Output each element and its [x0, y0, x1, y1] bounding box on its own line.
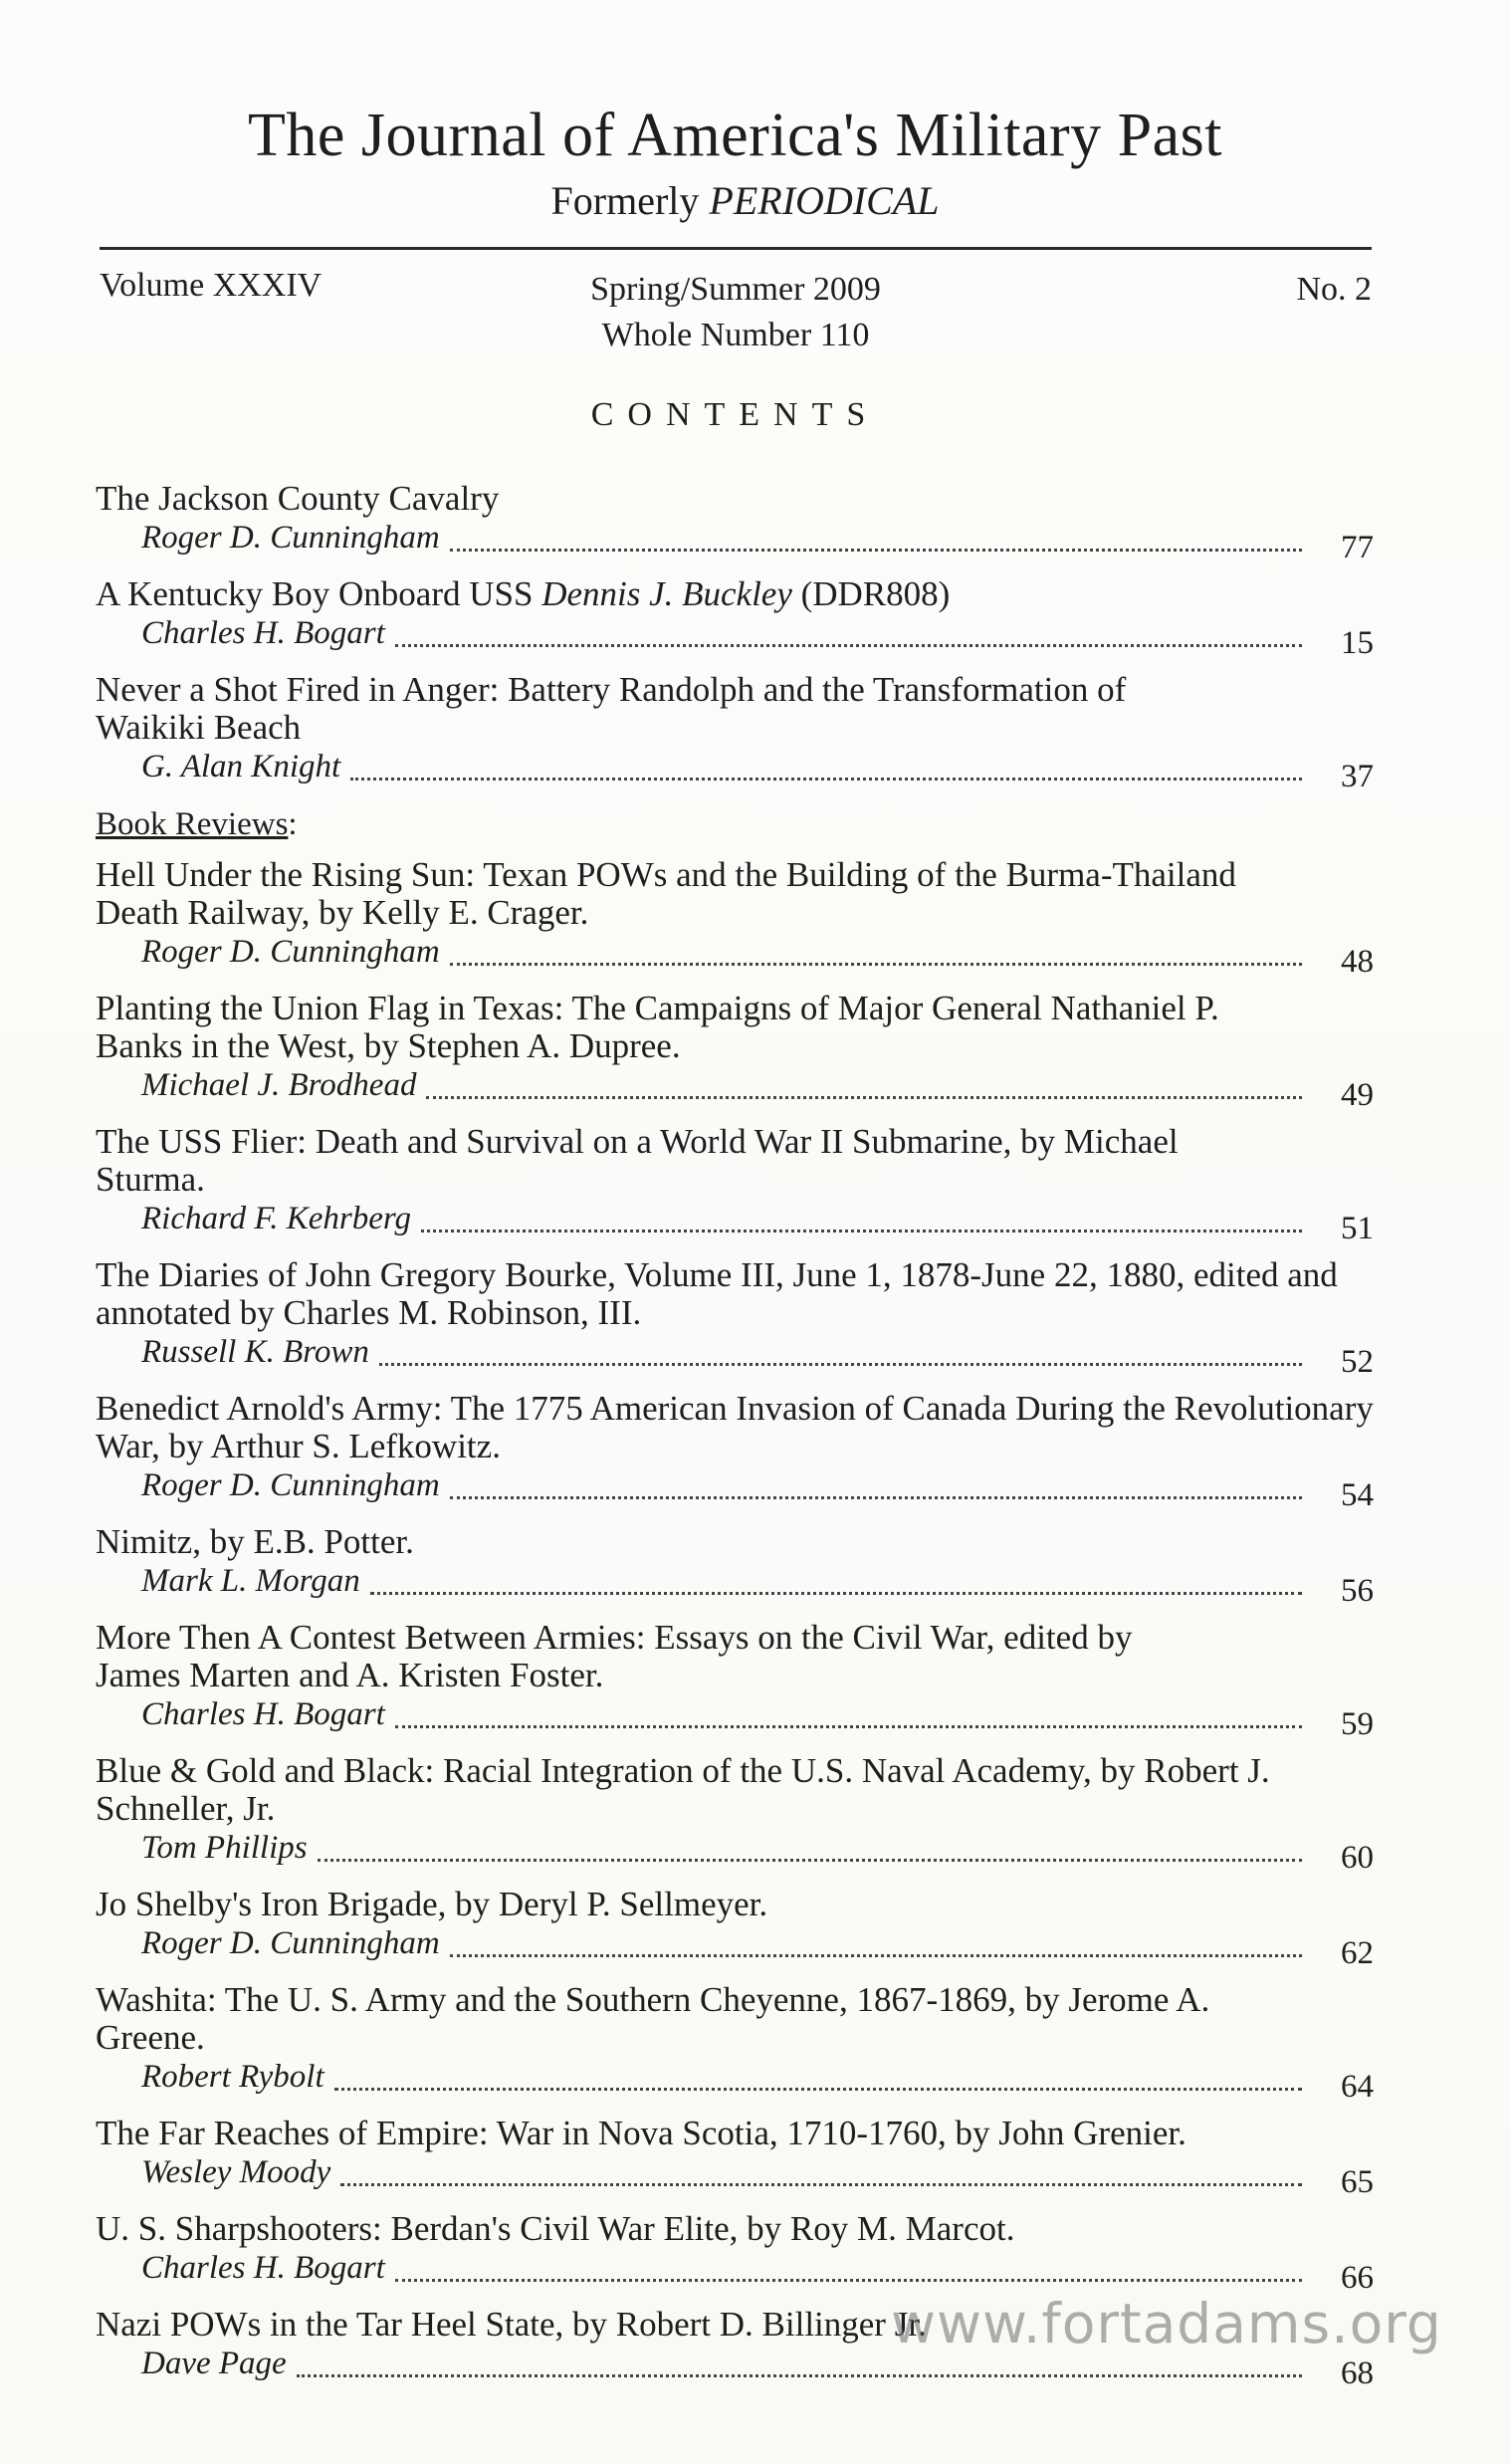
toc-entry — [96, 670, 1374, 794]
author-line — [141, 1923, 1374, 1971]
entry-title: Never a Shot Fired in Anger: Battery Randolph and the Transformation of Waikiki Beach — [96, 670, 1127, 747]
dot-leader — [395, 644, 1302, 647]
dot-leader — [318, 1859, 1302, 1862]
entry-page-number: 59 — [1341, 1706, 1374, 1742]
journal-subtitle — [0, 177, 1510, 224]
subtitle-prefix: Formerly — [550, 178, 710, 223]
entry-author: Roger D. Cunningham — [141, 1925, 440, 1961]
dot-leader — [350, 778, 1302, 781]
toc-entry — [96, 479, 1374, 565]
author-line — [141, 613, 1374, 661]
entry-title: The Diaries of John Gregory Bourke, Volume III, June 1, 1878-June 22, 1880, edited and annotated by Charles M. Robinson, III. — [96, 1255, 1338, 1332]
book-reviews-colon: : — [288, 806, 298, 842]
entry-page-number: 60 — [1341, 1840, 1374, 1876]
author-line — [141, 747, 1374, 794]
entry-author: Michael J. Brodhead — [141, 1067, 417, 1103]
entry-title: Washita: The U. S. Army and the Southern Cheyenne, 1867-1869, by Jerome A. Greene. — [96, 1980, 1210, 2057]
author-line — [141, 932, 1374, 980]
author-line — [141, 1828, 1374, 1876]
dot-leader — [297, 2374, 1302, 2377]
toc-entry — [96, 1522, 1374, 1609]
dot-leader — [340, 2183, 1302, 2186]
entry-page-number: 56 — [1341, 1573, 1374, 1609]
entry-title: Jo Shelby's Iron Brigade, by Deryl P. Sellmeyer. — [96, 1885, 768, 1923]
dot-leader — [334, 2088, 1302, 2091]
author-line — [141, 1332, 1374, 1380]
entry-title: Nazi POWs in the Tar Heel State, by Robert D. Billinger Jr. — [96, 2305, 927, 2344]
entry-page-number: 68 — [1341, 2355, 1374, 2391]
entry-author: Roger D. Cunningham — [141, 520, 440, 556]
entry-title: Benedict Arnold's Army: The 1775 American Invasion of Canada During the Revolutionary War, by Arthur S. Lefkowitz. — [96, 1389, 1374, 1465]
author-line — [141, 2152, 1374, 2200]
toc-entry — [96, 2209, 1374, 2296]
toc-entry — [96, 2114, 1374, 2200]
entry-author: Dave Page — [141, 2346, 287, 2381]
toc-entry — [96, 1751, 1374, 1876]
entry-title-italic: Dennis J. Buckley — [541, 574, 792, 613]
contents-heading: CONTENTS — [590, 396, 880, 433]
issue-info — [100, 267, 1372, 356]
author-line — [141, 2248, 1374, 2296]
author-line — [141, 518, 1374, 565]
dot-leader — [450, 1496, 1302, 1499]
author-line — [141, 1694, 1374, 1742]
entry-title: The USS Flier: Death and Survival on a World War II Submarine, by Michael Sturma. — [96, 1122, 1179, 1199]
entry-page-number: 15 — [1341, 625, 1374, 661]
entry-author: Roger D. Cunningham — [141, 1467, 440, 1503]
entry-author: Charles H. Bogart — [141, 1696, 385, 1732]
toc-entry — [96, 989, 1374, 1113]
dot-leader — [421, 1230, 1302, 1232]
entry-title: Hell Under the Rising Sun: Texan POWs and the Building of the Burma-Thailand Death Railway, by Kelly E. Crager. — [96, 855, 1236, 932]
table-of-contents — [96, 480, 1374, 2401]
subtitle-italic: PERIODICAL — [709, 178, 940, 223]
dot-leader — [395, 1725, 1302, 1728]
masthead — [0, 100, 1510, 224]
author-line — [141, 1065, 1374, 1113]
author-line — [141, 2057, 1374, 2105]
dot-leader — [395, 2279, 1302, 2282]
entry-page-number: 62 — [1341, 1935, 1374, 1971]
author-line — [141, 1561, 1374, 1609]
header-rule — [100, 247, 1372, 250]
entry-author: Tom Phillips — [141, 1830, 308, 1866]
entry-title: Planting the Union Flag in Texas: The Campaigns of Major General Nathaniel P. Banks in the West, by Stephen A. Dupree. — [96, 989, 1219, 1065]
toc-entry — [96, 1885, 1374, 1971]
toc-entry — [96, 1389, 1374, 1513]
entry-author: Robert Rybolt — [141, 2059, 324, 2095]
toc-entry — [96, 1618, 1374, 1742]
entry-page-number: 77 — [1341, 530, 1374, 565]
dot-leader — [450, 963, 1302, 966]
entry-author: Mark L. Morgan — [141, 1563, 360, 1599]
entry-title: The Far Reaches of Empire: War in Nova Scotia, 1710-1760, by John Grenier. — [96, 2114, 1186, 2152]
entry-author: Wesley Moody — [141, 2154, 331, 2190]
author-line — [141, 1199, 1374, 1246]
entry-page-number: 66 — [1341, 2260, 1374, 2296]
entry-title-post: (DDR808) — [791, 574, 951, 613]
book-reviews-heading — [96, 804, 1374, 844]
dot-leader — [426, 1096, 1302, 1099]
issue-date-block — [100, 267, 1372, 358]
issue-number: No. 2 — [1296, 271, 1372, 308]
entry-author: Charles H. Bogart — [141, 2250, 385, 2286]
journal-title: The Journal of America's Military Past — [248, 102, 1222, 169]
entry-title — [96, 575, 1374, 613]
entry-title: The Jackson County Cavalry — [96, 479, 500, 518]
entry-title: More Then A Contest Between Armies: Essays on the Civil War, edited by James Marten and A. Kristen Foster. — [96, 1618, 1133, 1694]
dot-leader — [450, 1954, 1302, 1957]
entry-author: Charles H. Bogart — [141, 615, 385, 651]
entry-page-number: 54 — [1341, 1477, 1374, 1513]
entry-author: G. Alan Knight — [141, 749, 341, 784]
entry-page-number: 52 — [1341, 1344, 1374, 1380]
issue-volume: Volume XXXIV — [100, 267, 323, 304]
book-reviews-label: Book Reviews — [96, 806, 289, 842]
entry-author: Richard F. Kehrberg — [141, 1201, 412, 1236]
toc-entry — [96, 855, 1374, 980]
entry-title-pre: A Kentucky Boy Onboard USS — [96, 574, 542, 613]
entry-page-number: 49 — [1341, 1077, 1374, 1113]
entry-title: U. S. Sharpshooters: Berdan's Civil War Elite, by Roy M. Marcot. — [96, 2209, 1015, 2248]
toc-entry — [96, 574, 1374, 661]
dot-leader — [379, 1363, 1302, 1366]
author-line — [141, 1465, 1374, 1513]
entry-title: Blue & Gold and Black: Racial Integration of the U.S. Naval Academy, by Robert J. Schneller, Jr. — [96, 1751, 1270, 1828]
entry-title: Nimitz, by E.B. Potter. — [96, 1522, 414, 1561]
dot-leader — [450, 549, 1302, 552]
issue-whole-number: Whole Number 110 — [601, 317, 870, 353]
toc-entry — [96, 1255, 1374, 1380]
entry-page-number: 37 — [1341, 759, 1374, 794]
issue-season: Spring/Summer 2009 — [590, 271, 881, 308]
entry-page-number: 51 — [1341, 1211, 1374, 1246]
toc-entry — [96, 1122, 1374, 1246]
entry-author: Roger D. Cunningham — [141, 934, 440, 970]
entry-page-number: 64 — [1341, 2069, 1374, 2105]
dot-leader — [370, 1592, 1302, 1595]
toc-entry — [96, 1980, 1374, 2105]
entry-page-number: 65 — [1341, 2164, 1374, 2200]
entry-author: Russell K. Brown — [141, 1334, 369, 1370]
website-watermark: www.fortadams.org — [891, 2292, 1442, 2355]
entry-page-number: 48 — [1341, 944, 1374, 980]
